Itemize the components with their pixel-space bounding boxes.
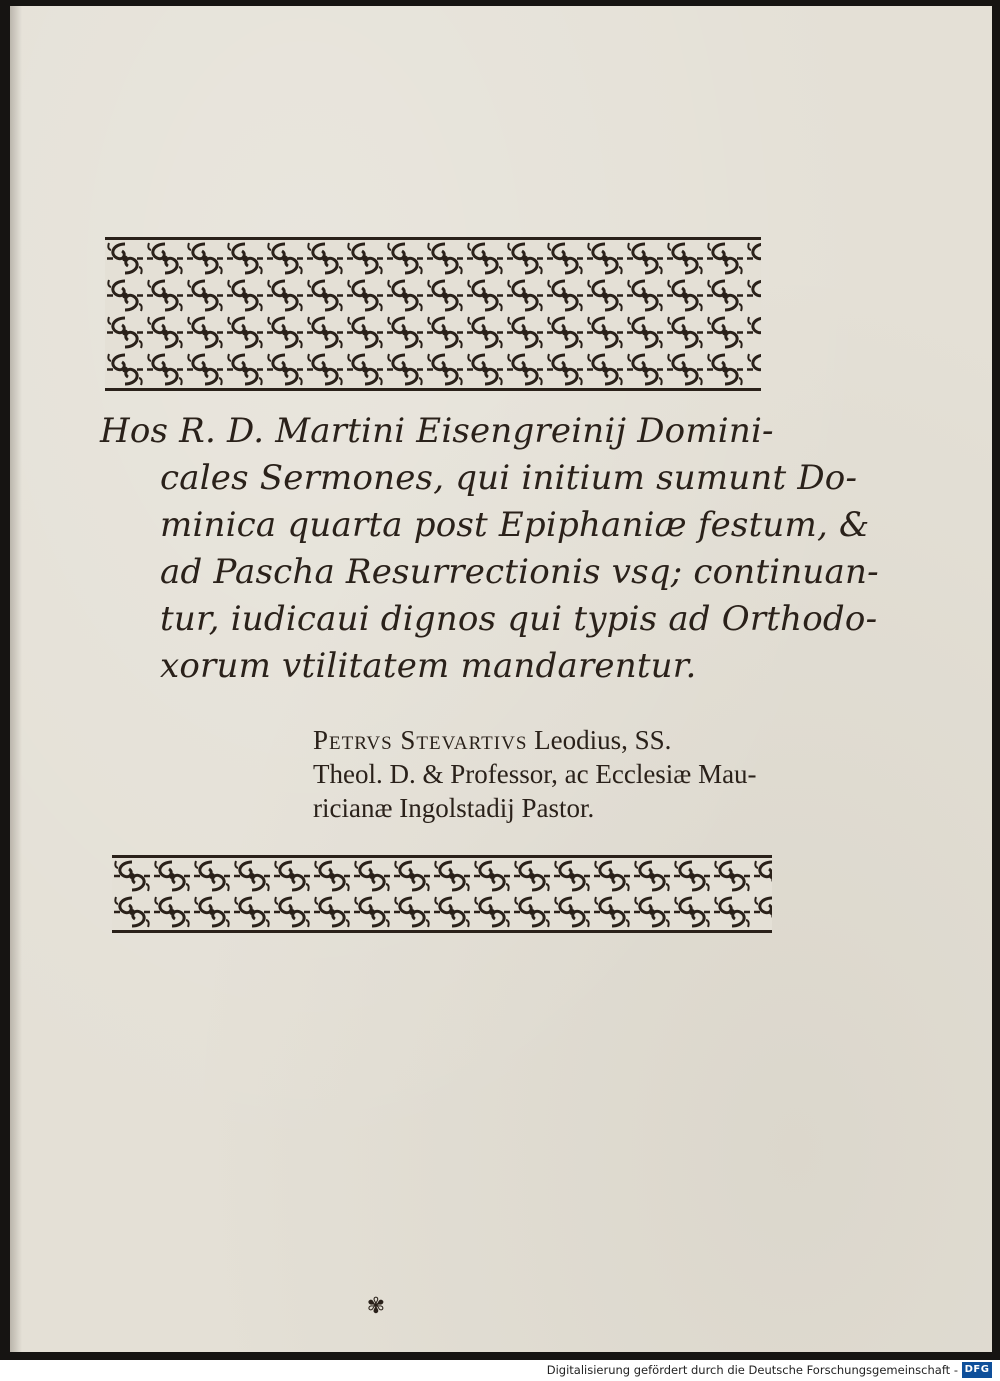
approval-signature-block	[313, 723, 783, 825]
imprimatur-line-5: tur, iudicaui dignos qui typis ad Orthodo-	[160, 599, 878, 639]
imprimatur-text-block	[100, 408, 879, 690]
imprimatur-line-2: cales Sermones, qui initium sumunt Do-	[160, 458, 858, 498]
footer-credit-text: Digitalisierung gefördert durch die Deutsche Forschungsgemeinschaft -	[546, 1363, 958, 1377]
ornament-pattern-top	[105, 240, 761, 388]
ornament-band-top	[105, 237, 761, 391]
imprimatur-line-6: xorum vtilitatem mandarentur.	[160, 646, 697, 686]
page-gutter-shadow	[10, 6, 22, 1352]
dfg-logo: DFG	[962, 1362, 992, 1378]
fleuron-ornament-icon: ✾	[366, 1294, 386, 1319]
approver-origin: Leodius, SS.	[527, 725, 672, 755]
approval-line-3: ricianæ Ingolstadij Pastor.	[313, 793, 595, 823]
approval-line-2: Theol. D. & Professor, ac Ecclesiæ Mau-	[313, 759, 757, 789]
approver-name: Petrvs Stevartivs	[313, 725, 528, 755]
digitization-footer	[0, 1360, 1000, 1381]
ornament-pattern-bottom	[112, 858, 772, 930]
imprimatur-line-3: minica quarta post Epiphaniæ festum, &	[160, 505, 870, 545]
imprimatur-paragraph	[100, 408, 879, 690]
imprimatur-line-4: ad Pascha Resurrectionis vsq; continuan-	[160, 552, 879, 592]
imprimatur-line-1: Hos R. D. Martini Eisengreinij Domini-	[100, 411, 774, 451]
approval-line-1	[313, 723, 783, 757]
ornament-band-bottom	[112, 855, 772, 933]
